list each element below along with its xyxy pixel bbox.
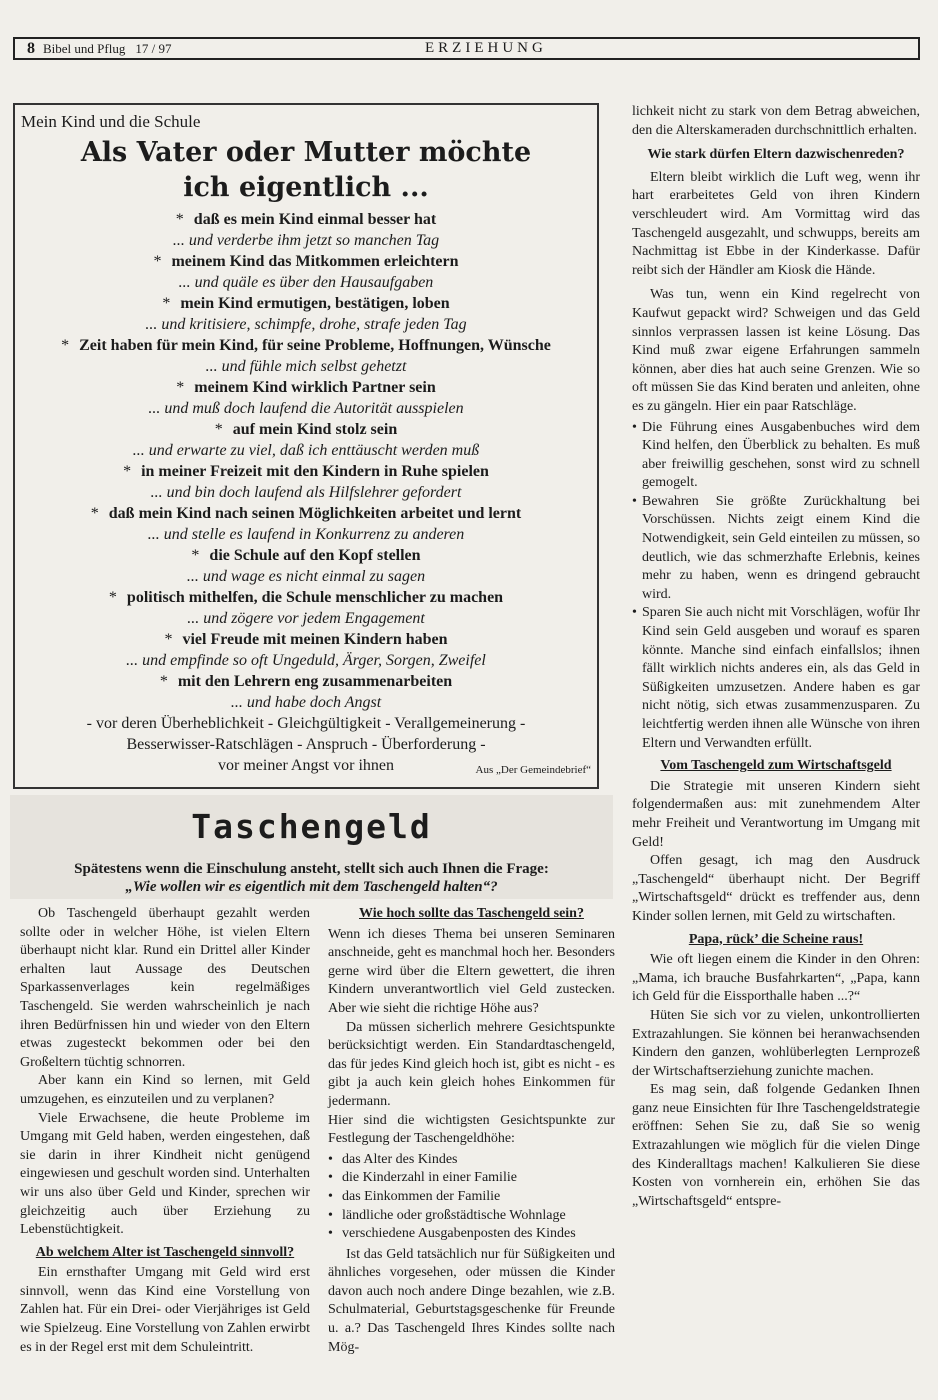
wish-item: * daß es mein Kind einmal besser hat [175, 211, 437, 228]
wish-contrast: ... und quäle es über den Hausaufgaben [178, 274, 434, 291]
wish-contrast: ... und muß doch laufend die Autorität ausspielen [148, 400, 464, 417]
asterisk-icon: * [214, 421, 223, 438]
box-title-line-2: ich eigentlich ... [183, 172, 429, 203]
paragraph: Die Strategie mit unseren Kindern sieht folgendermaßen aus: mit zunehmendem Alter mehr Freiheit und Verantwortung im Umgang mit Geld! [632, 778, 920, 850]
paragraph: Offen gesagt, ich mag den Ausdruck „Taschengeld“ überhaupt nicht. Der Begriff „Wirtschaftsgeld“ drückt es treffender aus, denn Kinder sollen lernen, mit Geld zu wirtschaften. [632, 853, 920, 924]
paragraph: Aber kann ein Kind so lernen, mit Geld umzugehen, es einzuteilen und zu verplanen? [20, 1073, 310, 1107]
wish-item: * in meiner Freizeit mit den Kindern in Ruhe spielen [123, 463, 489, 480]
paragraph: Wenn ich dieses Thema bei unseren Seminaren anschneide, geht es manchmal hoch her. Besonders gerne wird über die Eltern gewettert, die ihren Kindern unverantwortlich viel Geld zustecken. Aber wie sieht die richtige Höhe aus? [328, 926, 615, 1016]
wish-contrast: ... und habe doch Angst [230, 694, 382, 711]
article-header [10, 795, 613, 899]
paragraph: Ein ernsthafter Umgang mit Geld wird erst sinnvoll, wenn das Kind eine Vorstellung von Zahlen hat. Für ein Drei- oder Vierjähriges ist Geld wie Spielzeug. Eine Vorstellung von Zahlen erwirbt es in der Regel erst mit dem Schuleintritt. [20, 1265, 310, 1355]
asterisk-icon: * [175, 211, 184, 228]
tail-line: vor meiner Angst vor ihnen [218, 757, 394, 774]
asterisk-icon: * [164, 631, 173, 648]
asterisk-icon: * [123, 463, 132, 480]
wish-contrast: ... und bin doch laufend als Hilfslehrer gefordert [150, 484, 462, 501]
paragraph: Es mag sein, daß folgende Gedanken Ihnen ganz neue Einsichten für Ihre Taschengeldstrategie eröffnen: Sehen Sie zu, daß Sie so wenig Extrazahlungen wie möglich für die vielen Dinge des Kinderalltags machen! Kalkulieren Sie diese Kosten von vornherein ein, erhöhen Sie das „Wirtschaftsgeld“ entspre- [632, 1082, 920, 1209]
box-source: Aus „Der Gemeindebrief“ [475, 764, 591, 776]
list-item: • verschiedene Ausgabenposten des Kindes [328, 1225, 615, 1244]
wish-item: * meinem Kind wirklich Partner sein [176, 379, 436, 396]
wish-item: * mit den Lehrern eng zusammenarbeiten [159, 673, 453, 690]
wish-item: * viel Freude mit meinen Kindern haben [164, 631, 448, 648]
wish-item: * mein Kind ermutigen, bestätigen, loben [162, 295, 450, 312]
paragraph: Ob Taschengeld überhaupt gezahlt werden sollte oder in welcher Höhe, ist vielen Eltern überhaupt nicht klar. Rund ein Drittel aller Kinder erhalten laut Aussage des Deutschen Sparkassenverlages kein regelmäßiges Taschengeld. Sie werden wahrscheinlich je nach ihren Bedürfnissen hin und wieder von den Eltern etwas zugesteckt bekommen oder bei den Großeltern tüchtig schnorren. [20, 906, 310, 1070]
list-item: • Sparen Sie auch nicht mit Vorschlägen, wofür Ihr Kind sein Geld ausgeben und worauf es sparen könnte. Manche sind einfach einfallslos; ihnen fällt wirklich nichts anderes ein, als das Geld in Süßigkeiten umzusetzen. Andere haben es gar nicht nötig, sich etwas zusammenzusparen. Zu leichtfertig werden ihnen alle Wünsche von ihren Eltern und Verwandten erfüllt. [632, 604, 920, 753]
wish-item: * daß mein Kind nach seinen Möglichkeiten arbeitet und lernt [90, 505, 522, 522]
issue-number: 17 / 97 [135, 40, 172, 56]
list-item: • ländliche oder großstädtische Wohnlage [328, 1207, 615, 1226]
paragraph: Was tun, wenn ein Kind regelrecht von Kaufwut gepackt wird? Schweigen und das Geld sinnlos verprassen lassen ist keine Lösung. Das Kind muß zwar eigene Erfahrungen sammeln können, aber dies hat auch seine Grenzen. Wie so oft müssen Sie das Kind beraten und anleiten, ohne es zu gängeln. Hier ein paar Ratschläge. [632, 287, 920, 414]
wish-contrast: ... und kritisiere, schimpfe, drohe, strafe jeden Tag [145, 316, 467, 333]
article-intro: Spätestens wenn die Einschulung ansteht, stellt sich auch Ihnen die Frage: „Wie wollen wir es eigentlich mit dem Taschengeld halten“? [74, 861, 549, 895]
box-kicker: Mein Kind und die Schule [21, 112, 201, 131]
wish-contrast: ... und stelle es laufend in Konkurrenz zu anderen [147, 526, 465, 543]
article-column-2 [328, 905, 615, 1357]
asterisk-icon: * [90, 505, 99, 522]
wish-contrast: ... und erwarte zu viel, daß ich enttäuscht werden muß [132, 442, 480, 459]
subheading: Papa, rück’ die Scheine raus! [688, 931, 864, 947]
criteria-list [328, 1151, 615, 1244]
paragraph: Hier sind die wichtigsten Gesichtspunkte zur Festlegung der Taschengeldhöhe: [328, 1112, 615, 1147]
page-number: 8 [27, 39, 35, 57]
wish-item: * Zeit haben für mein Kind, für seine Probleme, Hoffnungen, Wünsche [61, 337, 551, 354]
wish-item: * politisch mithelfen, die Schule menschlicher zu machen [108, 589, 504, 606]
subheading: Wie stark dürfen Eltern dazwischenreden? [647, 147, 905, 163]
box-title [35, 135, 577, 205]
list-item: • Die Führung eines Ausgabenbuches wird dem Kind helfen, den Überblick zu behalten. Es muß aber freiwillig geschehen, sonst wird zu schnell gemogelt. [632, 419, 920, 493]
paragraph: Wie oft liegen einem die Kinder in den Ohren: „Mama, ich brauche Busfahrkarten“, „Papa, kann ich Geld für die Eissporthalle haben ...?“ [632, 952, 920, 1005]
list-item: • das Einkommen der Familie [328, 1188, 615, 1207]
article-column-1 [20, 905, 310, 1357]
paragraph: Da müssen sicherlich mehrere Gesichtspunkte berücksichtigt werden. Ein Standardtaschengeld, das für jedes Kind gleich hoch ist, gibt es nicht - es gibt ja auch kein gleich hohes Einkommen für jedermann. [328, 1019, 615, 1109]
asterisk-icon: * [108, 589, 117, 606]
subheading: Wie hoch sollte das Taschengeld sein? [359, 906, 584, 921]
wish-contrast: ... und wage es nicht einmal zu sagen [186, 568, 426, 585]
article-column-3 [632, 103, 920, 1211]
page-header [13, 37, 920, 60]
advice-list [632, 419, 920, 754]
publication-name: Bibel und Pflug [43, 40, 126, 56]
asterisk-icon: * [61, 337, 70, 354]
list-item: • Bewahren Sie größte Zurückhaltung bei Vorschüssen. Nichts zeigt einem Kind die Notwendigkeit, sein Geld einteilen zu müssen, so deutlich, wie das schmerzhafte Erlebnis, keines mehr zu haben, wenn es dringend gebraucht wird. [632, 493, 920, 605]
paragraph: Eltern bleibt wirklich die Luft weg, wenn ihr hart erarbeitetes Geld von ihren Kindern verschleudert wird. Am Vormittag wird das Taschengeld ausgezahlt, und schwupps, bereits am Nachmittag ist Ebbe in der Kinderkasse. Dafür reibt sich der Händler am Kiosk die Hände. [632, 169, 920, 278]
parent-wishes-box [13, 103, 599, 789]
asterisk-icon: * [191, 547, 200, 564]
asterisk-icon: * [153, 253, 162, 270]
paragraph: Viele Erwachsene, die heute Probleme im Umgang mit Geld haben, werden eingestehen, daß sie darin in ihrer Kindheit nicht genügend eingewiesen und geschult worden sind. Unterhalten wir uns also über Geld und Kinder, sprechen wir gleichzeitig auch über Erziehung zu Lebenstüchtigkeit. [20, 1110, 310, 1238]
paragraph: lichkeit nicht zu stark von dem Betrag abweichen, den die Alterskameraden durchschnittlich erhalten. [632, 104, 920, 138]
wish-contrast: ... und zögere vor jedem Engagement [187, 610, 425, 627]
wish-list [15, 209, 597, 713]
wish-item: * auf mein Kind stolz sein [214, 421, 398, 438]
wish-contrast: ... und verderbe ihm jetzt so manchen Tag [172, 232, 440, 249]
asterisk-icon: * [159, 673, 168, 690]
paragraph: Hüten Sie sich vor zu vielen, unkontrollierten Extrazahlungen. Sie können bei heranwachsenden Kindern den ganzen, wohlüberlegten Lernprozeß der Wirtschaftserziehung zunichte machen. [632, 1007, 920, 1079]
article-title: Taschengeld [191, 807, 432, 846]
wish-item: * die Schule auf den Kopf stellen [191, 547, 421, 564]
subheading: Ab welchem Alter ist Taschengeld sinnvoll? [35, 1244, 295, 1260]
asterisk-icon: * [162, 295, 171, 312]
list-item: • das Alter des Kindes [328, 1151, 615, 1170]
paragraph: Ist das Geld tatsächlich nur für Süßigkeiten und ähnliches vorgesehen, oder müssen die Kinder davon auch noch andere Dinge bezahlen, wie z.B. Schulmaterial, Geburtstagsgeschenke für Freunde u. a.? Das Taschengeld Ihres Kindes sollte nach Mög- [328, 1246, 615, 1355]
box-title-line-1: Als Vater oder Mutter möchte [80, 137, 532, 168]
section-title: ERZIEHUNG [425, 40, 547, 56]
wish-item: * meinem Kind das Mitkommen erleichtern [153, 253, 459, 270]
tail-line: Besserwisser-Ratschlägen - Anspruch - Überforderung - [126, 736, 486, 753]
wish-contrast: ... und empfinde so oft Ungeduld, Ärger, Sorgen, Zweifel [126, 652, 486, 669]
subheading: Vom Taschengeld zum Wirtschaftsgeld [660, 758, 892, 774]
tail-line: - vor deren Überheblichkeit - Gleichgültigkeit - Verallgemeinerung - [86, 715, 526, 732]
list-item: • die Kinderzahl in einer Familie [328, 1169, 615, 1188]
asterisk-icon: * [176, 379, 185, 396]
wish-contrast: ... und fühle mich selbst gehetzt [205, 358, 407, 375]
